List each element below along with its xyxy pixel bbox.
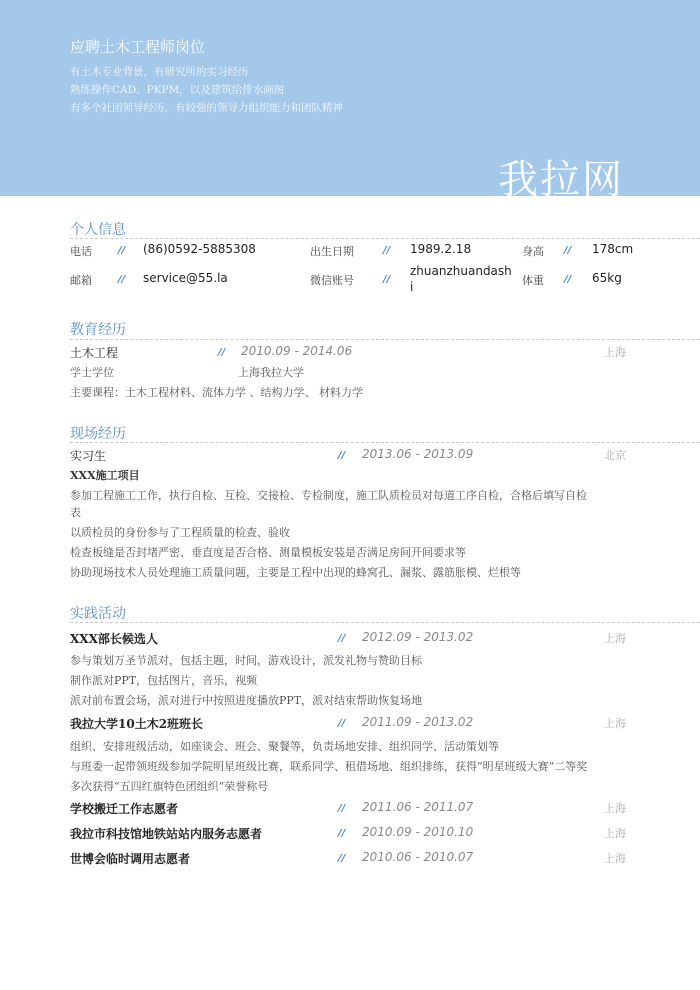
edu-date: 2010.09 - 2014.06	[241, 344, 353, 358]
practice-item-place: 上海	[604, 717, 626, 730]
phone-label: 电话	[70, 245, 92, 258]
practice-item-name: XXX部长候选人	[70, 632, 158, 646]
practice-line: 与班委一起带领班级参加学院明星班级比赛，联系同学、租借场地、组织排练，获得“明星班级大赛”二等奖	[70, 760, 588, 773]
practice-item-name: 我拉大学10土木2班班长	[70, 717, 204, 731]
separator: //	[564, 245, 572, 256]
weight-value: 65kg	[592, 271, 622, 285]
field-role: 实习生	[70, 449, 107, 463]
separator: //	[338, 803, 346, 814]
email-value: service@55.la	[143, 271, 228, 285]
wechat-label: 微信账号	[310, 274, 354, 287]
site-logo: 我拉网	[498, 157, 624, 203]
practice-item-date: 2012.09 - 2013.02	[362, 630, 474, 644]
field-line: 表	[70, 506, 81, 519]
field-line: 协助现场技术人员处理施工质量问题，主要是工程中出现的蜂窝孔、漏浆、露筋胀模、烂根等	[70, 566, 521, 579]
separator: //	[338, 853, 346, 864]
separator: //	[564, 274, 572, 285]
practice-item-name: 学校搬迁工作志愿者	[70, 802, 179, 816]
practice-item-date: 2010.09 - 2010.10	[362, 825, 474, 839]
separator: //	[338, 828, 346, 839]
birth-value: 1989.2.18	[410, 242, 472, 256]
separator: //	[218, 347, 226, 358]
height-label: 身高	[522, 245, 544, 258]
section-divider	[70, 442, 700, 443]
separator: //	[383, 245, 391, 256]
edu-degree: 学士学位	[70, 366, 114, 379]
practice-item-date: 2011.09 - 2013.02	[362, 715, 474, 729]
section-title-practice: 实践活动	[70, 606, 126, 622]
separator: //	[338, 718, 346, 729]
practice-item-place: 上海	[604, 827, 626, 840]
practice-line: 多次获得“五四红旗特色团组织”荣誉称号	[70, 780, 269, 793]
edu-place: 上海	[604, 346, 626, 359]
summary-line: 熟练操作CAD、PKPM，以及建筑给排水画图	[70, 84, 285, 96]
practice-item-name: 我拉市科技馆地铁站站内服务志愿者	[70, 827, 263, 841]
edu-school: 上海我拉大学	[238, 366, 304, 379]
field-line: 以质检员的身份参与了工程质量的检查、验收	[70, 526, 290, 539]
resume-header	[0, 0, 700, 203]
wechat-value-wrap: i	[410, 280, 414, 294]
field-line: 参加工程施工工作，执行自检、互检、交接检、专检制度，施工队质检员对每道工序自检，合格后填写自检	[70, 489, 587, 502]
practice-line: 派对前布置会场，派对进行中按照进度播放PPT，派对结束帮助恢复场地	[70, 694, 423, 707]
section-divider	[70, 238, 700, 239]
practice-item-name: 世博会临时调用志愿者	[70, 852, 191, 866]
practice-line: 制作派对PPT，包括图片，音乐，视频	[70, 674, 258, 687]
separator: //	[118, 245, 126, 256]
practice-item-date: 2011.06 - 2011.07	[362, 800, 474, 814]
field-place: 北京	[604, 449, 626, 462]
section-title-personal: 个人信息	[70, 222, 126, 238]
phone-value: (86)0592-5885308	[143, 242, 256, 256]
practice-item-place: 上海	[604, 852, 626, 865]
edu-courses: 主要课程：土木工程材料、流体力学 、结构力学、 材料力学	[70, 386, 363, 399]
practice-item-place: 上海	[604, 802, 626, 815]
summary-line: 有多个社团领导经历，有较强的领导力组织能力和团队精神	[70, 102, 343, 114]
practice-item-date: 2010.06 - 2010.07	[362, 850, 474, 864]
weight-label: 体重	[522, 274, 544, 287]
section-divider	[70, 622, 700, 623]
summary-line: 有土木专业背景，有研究所的实习经历	[70, 66, 249, 78]
practice-line: 组织、安排班级活动，如座谈会、班会、聚餐等，负责场地安排、组织同学、活动策划等	[70, 740, 499, 753]
email-label: 邮箱	[70, 274, 92, 287]
separator: //	[338, 633, 346, 644]
practice-item-place: 上海	[604, 632, 626, 645]
separator: //	[383, 274, 391, 285]
field-date: 2013.06 - 2013.09	[362, 447, 474, 461]
separator: //	[338, 450, 346, 461]
section-title-field: 现场经历	[70, 426, 126, 442]
section-divider	[70, 339, 700, 340]
practice-line: 参与策划万圣节派对，包括主题，时间，游戏设计，派发礼物与赞助目标	[70, 654, 422, 667]
wechat-value: zhuanzhuandash	[410, 264, 512, 278]
height-value: 178cm	[592, 242, 634, 256]
field-project: XXX施工项目	[70, 469, 140, 482]
separator: //	[118, 274, 126, 285]
job-title: 应聘土木工程师岗位	[70, 38, 206, 56]
section-title-education: 教育经历	[70, 322, 126, 338]
edu-major: 土木工程	[70, 346, 119, 360]
field-line: 检查板缝是否封堵严密、垂直度是否合格、测量模板安装是否满足房间开间要求等	[70, 546, 466, 559]
birth-label: 出生日期	[310, 245, 354, 258]
